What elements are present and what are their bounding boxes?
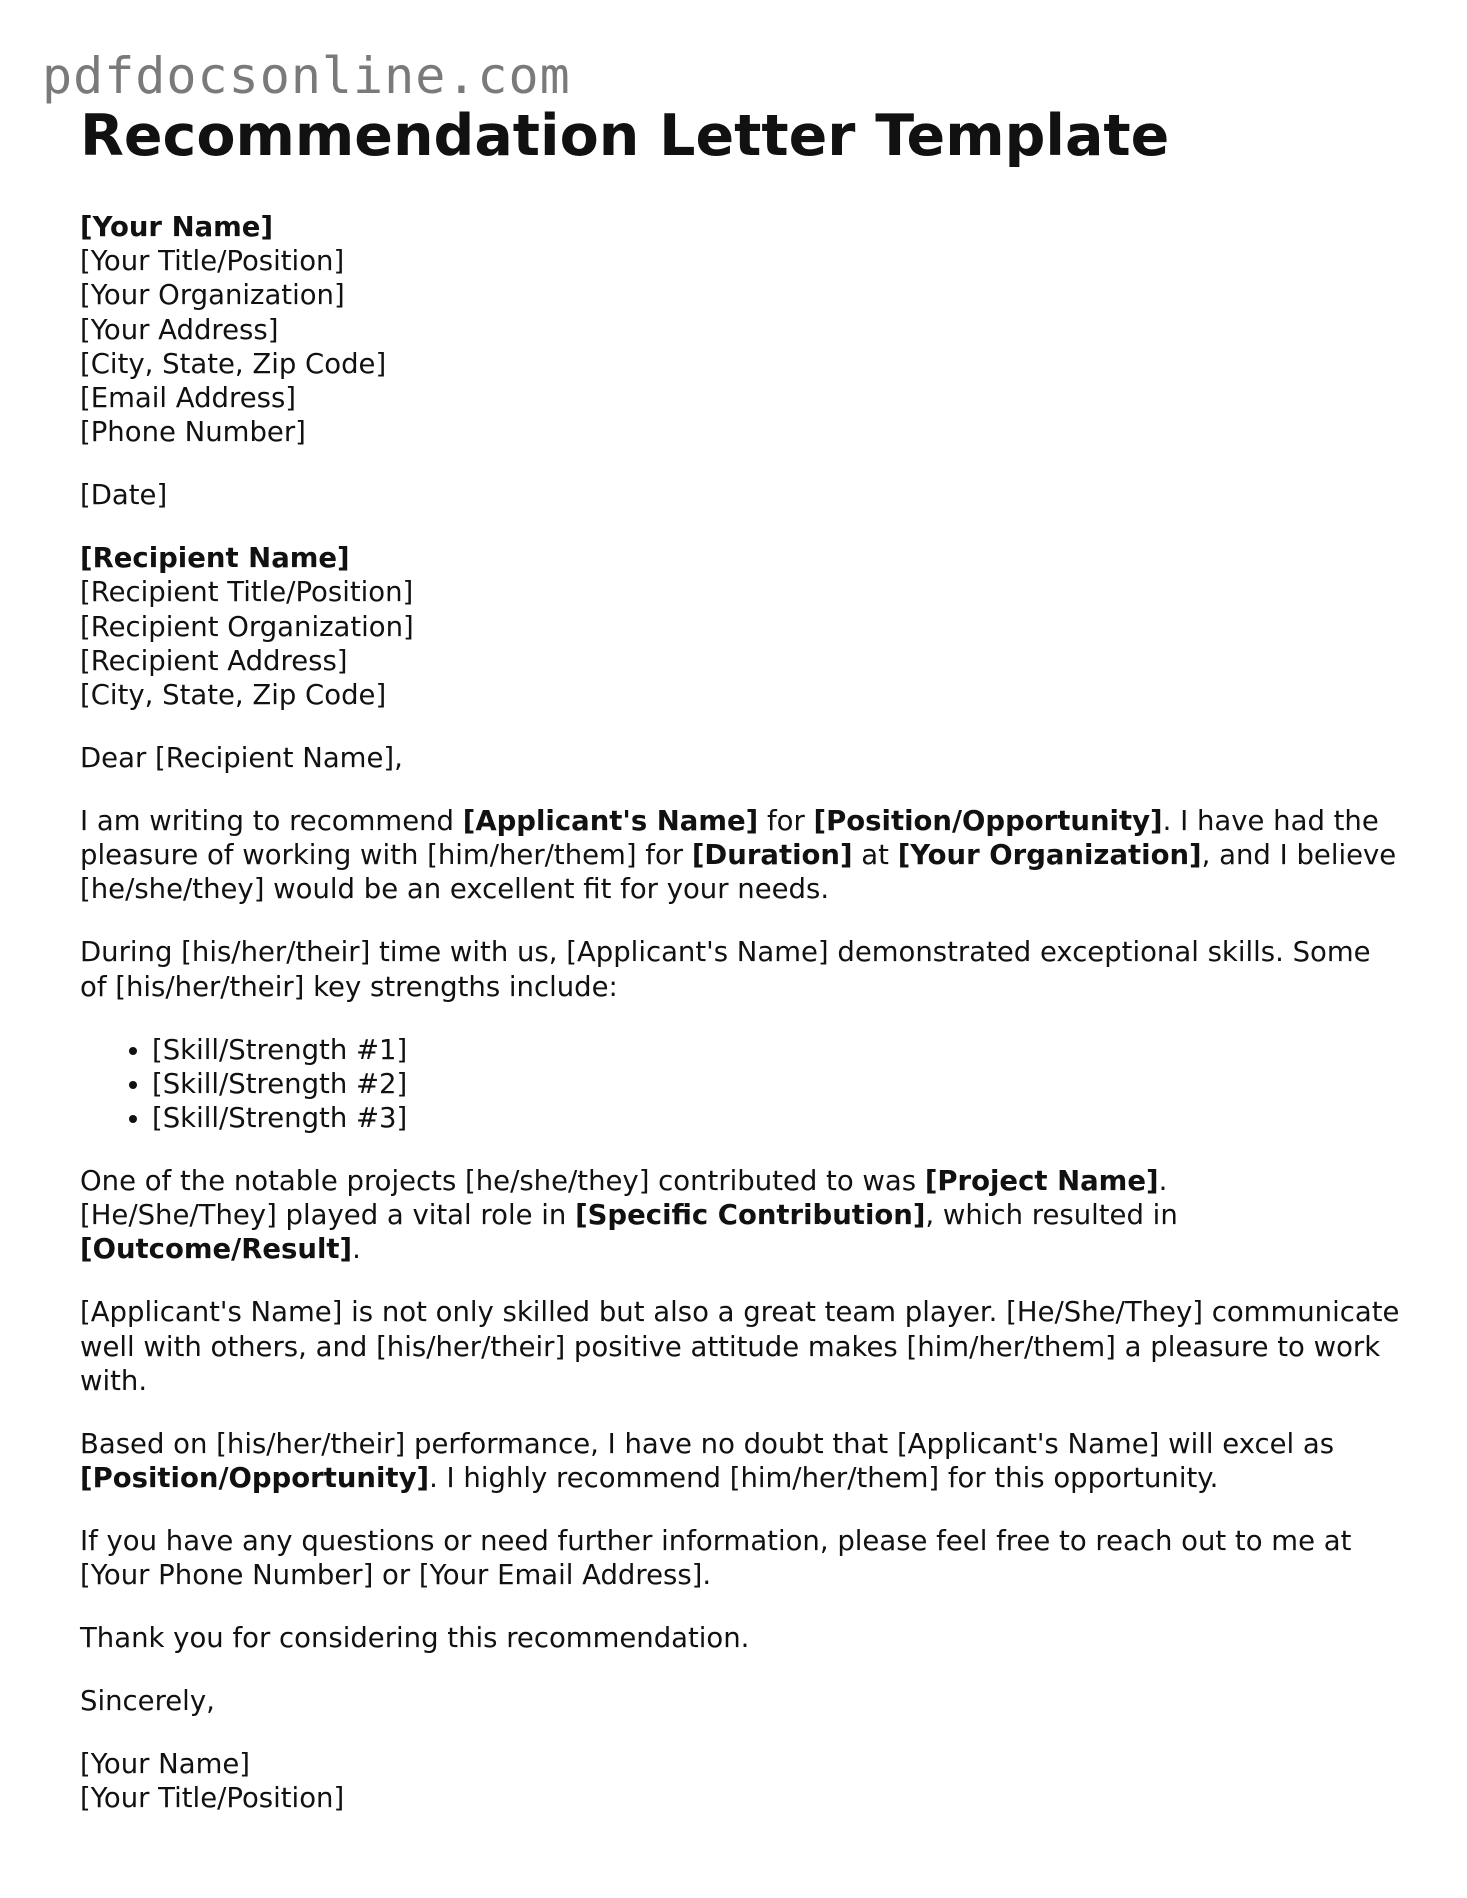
signature-block — [80, 1747, 1400, 1815]
page-title: Recommendation Letter Template — [80, 103, 1170, 169]
salutation: Dear [Recipient Name], — [80, 742, 403, 775]
sender-organization: [Your Organization] — [80, 279, 345, 312]
specific-contribution: [Specific Contribution] — [575, 1199, 926, 1232]
sender-city: [City, State, Zip Code] — [80, 347, 387, 380]
intro-text-5: , and I believe [he/she/they] would be an excellent fit for your needs. — [80, 839, 1397, 906]
watermark-text: pdfdocsonline.com — [42, 47, 571, 105]
sender-address: [Your Address] — [80, 313, 279, 346]
sender-block — [80, 210, 1400, 449]
your-organization: [Your Organization] — [897, 839, 1202, 872]
closing: Sincerely, — [80, 1685, 215, 1718]
intro-text-3: . I have had the pleasure of working with [him/her/them] for — [80, 805, 1379, 872]
project-text-2: . — [1158, 1165, 1168, 1198]
position-opportunity: [Position/Opportunity] — [813, 805, 1163, 838]
position-opportunity: [Position/Opportunity] — [80, 1462, 430, 1495]
outcome-result: [Outcome/Result] — [80, 1233, 353, 1266]
paragraph-project — [80, 1164, 1400, 1267]
sender-title: [Your Title/Position] — [80, 245, 345, 278]
applicant-name: [Applicant's Name] — [462, 805, 759, 838]
project-name: [Project Name] — [924, 1165, 1159, 1198]
recipient-address: [Recipient Address] — [80, 644, 348, 677]
performance-text-2: . I highly recommend [him/her/them] for this opportunity. — [429, 1462, 1219, 1495]
paragraph-performance — [80, 1427, 1400, 1495]
duration: [Duration] — [691, 839, 853, 872]
recipient-name: [Recipient Name] — [80, 542, 350, 575]
signature-name: [Your Name] — [80, 1748, 251, 1781]
letter-body — [80, 210, 1400, 1844]
paragraph-strengths: During [his/her/their] time with us, [Applicant's Name] demonstrated exceptional skills. Some of [his/her/their] key strengths include: — [80, 936, 1371, 1003]
skills-list — [80, 1033, 1400, 1136]
project-text-3: [He/She/They] played a vital role in — [80, 1199, 576, 1232]
signature-title: [Your Title/Position] — [80, 1782, 345, 1815]
recipient-city: [City, State, Zip Code] — [80, 679, 387, 712]
paragraph-contact: If you have any questions or need further information, please feel free to reach out to me at [Your Phone Number] or [Your Email Address]. — [80, 1525, 1352, 1592]
performance-text-1: Based on [his/her/their] performance, I have no doubt that [Applicant's Name] will excel as — [80, 1427, 1335, 1460]
intro-text-1: I am writing to recommend — [80, 805, 463, 838]
project-text-5: . — [352, 1233, 361, 1266]
recipient-organization: [Recipient Organization] — [80, 610, 414, 643]
paragraph-thanks: Thank you for considering this recommendation. — [80, 1622, 750, 1655]
intro-text-2: for — [758, 805, 814, 838]
paragraph-intro — [80, 804, 1400, 907]
sender-email: [Email Address] — [80, 382, 297, 415]
recipient-title: [Recipient Title/Position] — [80, 576, 414, 609]
list-item: • [Skill/Strength #2] — [152, 1067, 1400, 1101]
list-item: • [Skill/Strength #3] — [152, 1101, 1400, 1135]
project-text-4: , which resulted in — [925, 1199, 1178, 1232]
sender-name: [Your Name] — [80, 211, 274, 243]
intro-text-4: at — [852, 839, 898, 872]
recipient-block — [80, 541, 1400, 712]
list-item: • [Skill/Strength #1] — [152, 1033, 1400, 1067]
paragraph-teamwork: [Applicant's Name] is not only skilled but also a great team player. [He/She/They] communicate well with others, and [his/her/their] positive attitude makes [him/her/them] a pleasure to work with. — [80, 1296, 1400, 1397]
sender-phone: [Phone Number] — [80, 416, 306, 449]
date: [Date] — [80, 479, 168, 512]
project-text-1: One of the notable projects [he/she/they] contributed to was — [80, 1165, 925, 1198]
